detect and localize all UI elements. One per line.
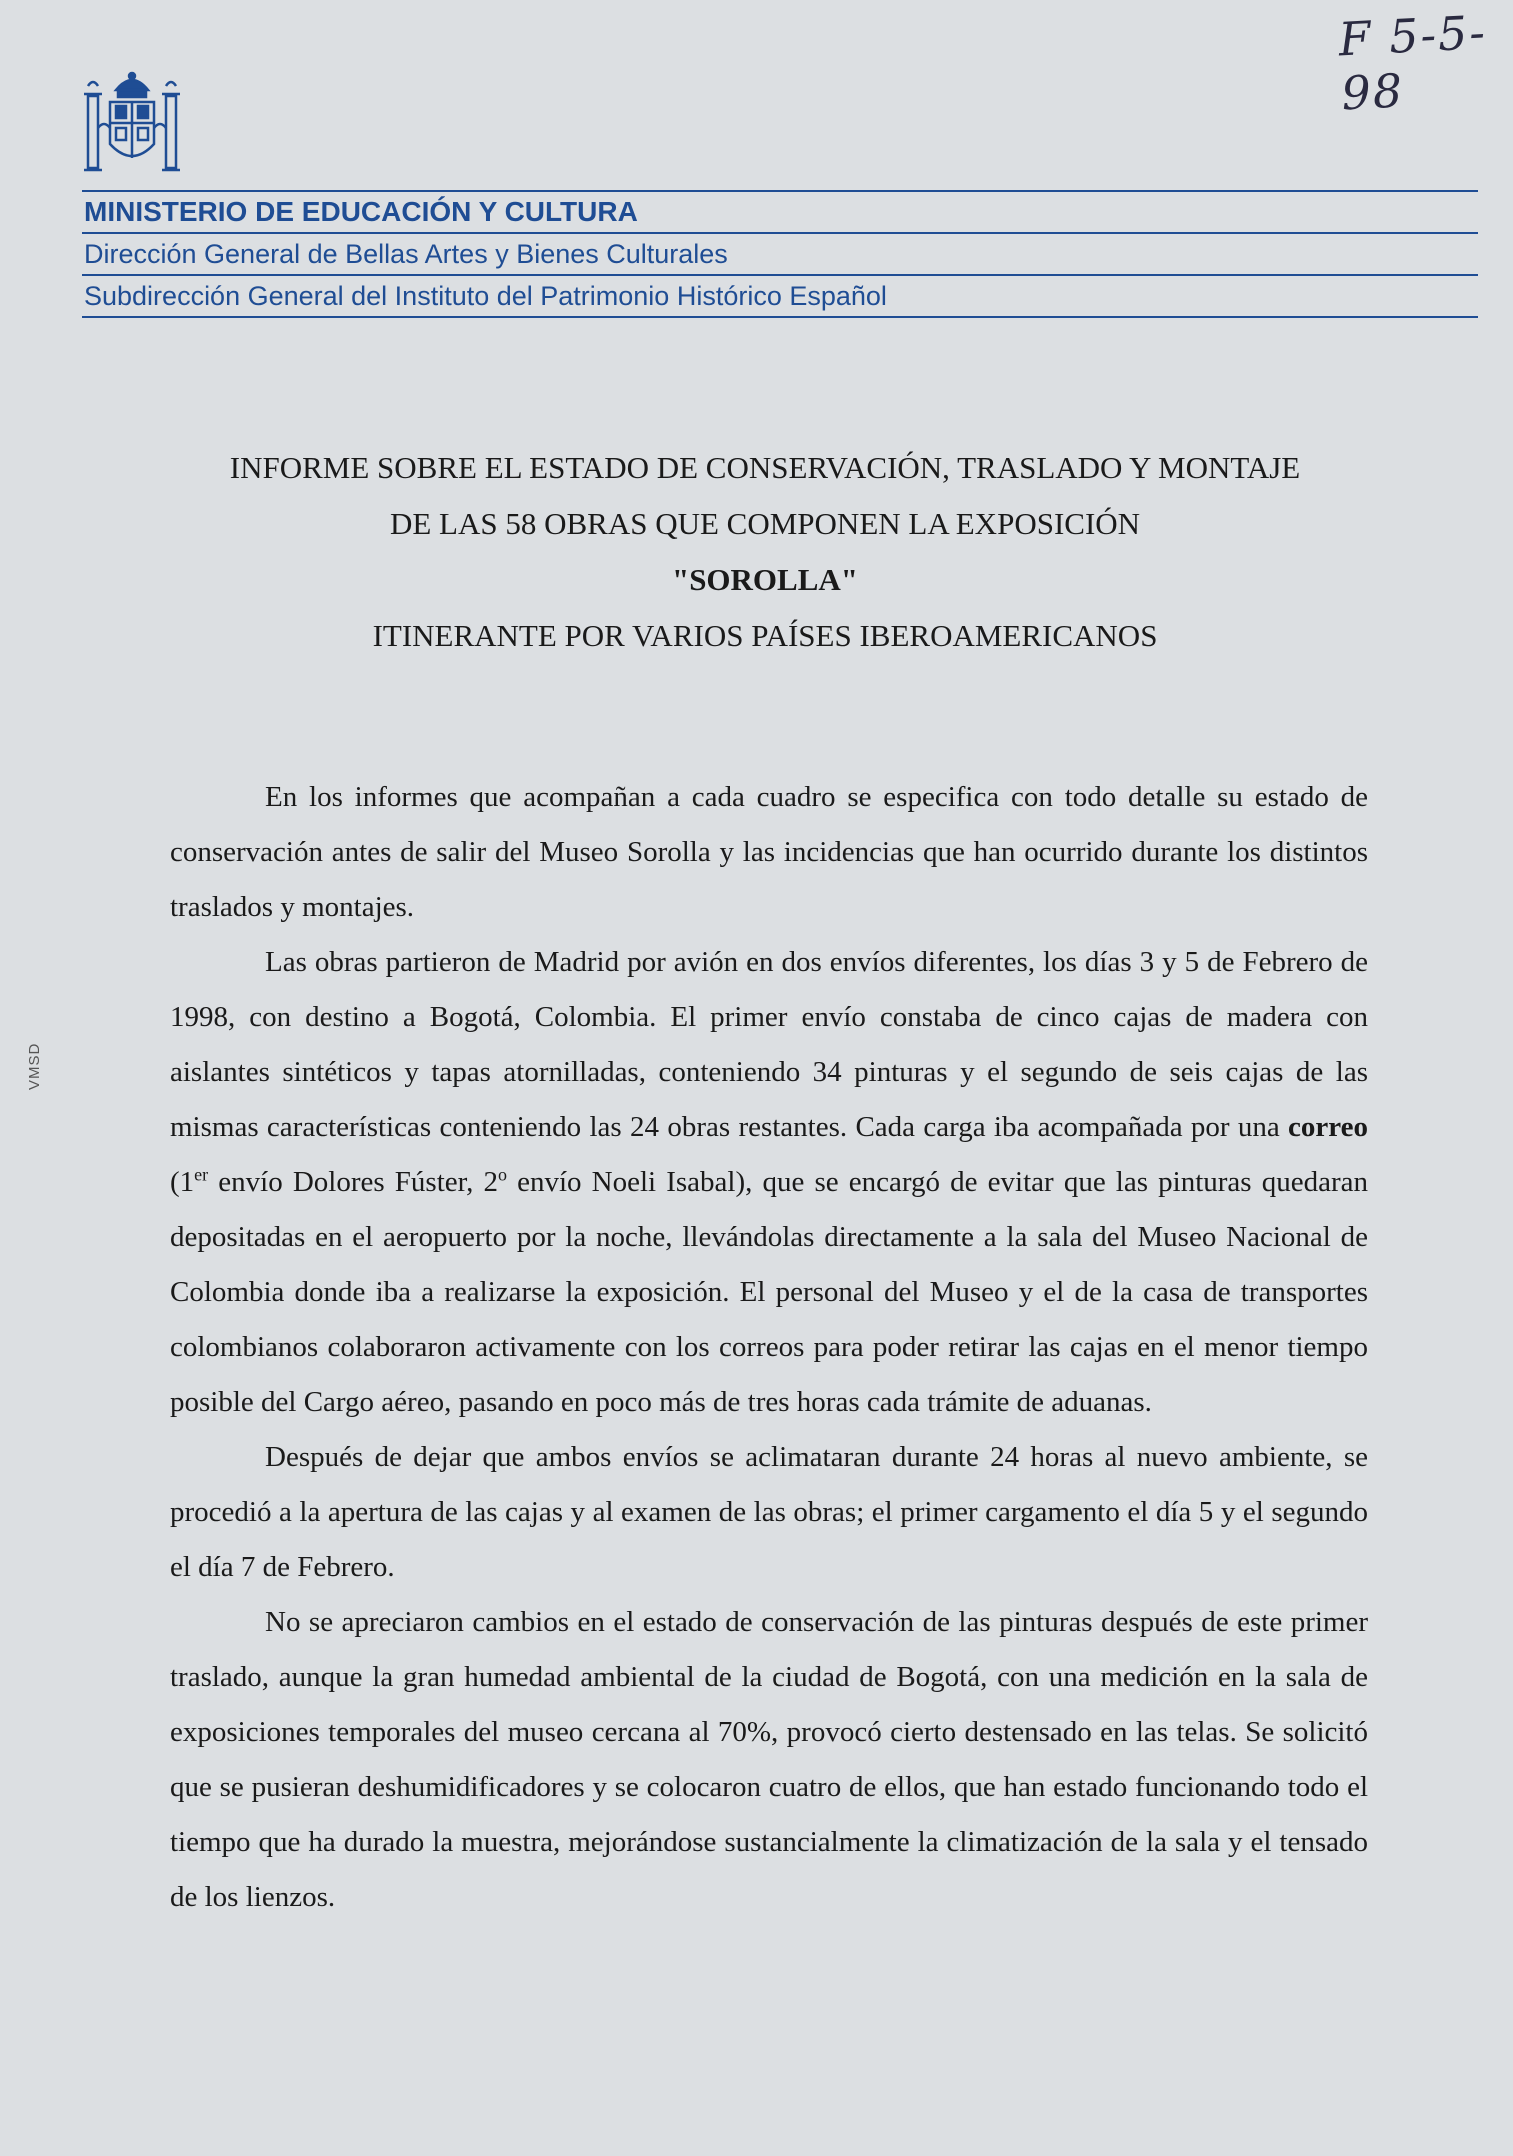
handwritten-note: F 5-5-98 [1337, 4, 1489, 121]
paragraph-2-text-b: (1 [170, 1166, 195, 1198]
title-line-2: DE LAS 58 OBRAS QUE COMPONEN LA EXPOSICIÓN [389, 506, 1141, 541]
letterhead [82, 190, 1478, 318]
directorate-name: Dirección General de Bellas Artes y Bienes Culturales [84, 239, 728, 269]
title-line-3: "SOROLLA" [671, 562, 858, 597]
side-stamp: VMSD [26, 1042, 43, 1090]
paragraph-2-sup-1: er [194, 1164, 209, 1185]
letterhead-rule [82, 316, 1478, 318]
paragraph-2 [170, 935, 1368, 1430]
paragraph-2-text-a: Las obras partieron de Madrid por avión en dos envíos diferentes, los días 3 y 5 de Febrero de 1998, con destino a Bogotá, Colombia. El primer envío constaba de cinco cajas de madera con aislantes sintéticos y tapas atornilladas, conteniendo 34 pinturas y el segundo de seis cajas de las mismas características conteniendo las 24 obras restantes. Cada carga iba acompañada por una [170, 946, 1368, 1143]
paragraph-3: Después de dejar que ambos envíos se aclimataran durante 24 horas al nuevo ambiente, se procedió a la apertura de las cajas y al examen de las obras; el primer cargamento el día 5 y el segundo el día 7 de Febrero. [170, 1441, 1368, 1583]
ministry-name: MINISTERIO DE EDUCACIÓN Y CULTURA [84, 196, 638, 227]
paragraph-1: En los informes que acompañan a cada cuadro se especifica con todo detalle su estado de conservación antes de salir del Museo Sorolla y las incidencias que han ocurrido durante los distintos traslados y montajes. [170, 781, 1368, 923]
report-body [170, 770, 1368, 1925]
coat-of-arms-icon [78, 68, 186, 183]
report-title [120, 440, 1410, 664]
title-line-1: INFORME SOBRE EL ESTADO DE CONSERVACIÓN, TRASLADO Y MONTAJE [229, 450, 1301, 485]
paragraph-2-text-c: envío Dolores Fúster, 2 [208, 1166, 498, 1198]
paragraph-4: No se apreciaron cambios en el estado de conservación de las pinturas después de este primer traslado, aunque la gran humedad ambiental de la ciudad de Bogotá, con una medición en la sala de exposiciones temporales del museo cercana al 70%, provocó cierto destensado en las telas. Se solicitó que se pusieran deshumidificadores y se colocaron cuatro de ellos, que han estado funcionando todo el tiempo que ha durado la muestra, mejorándose sustancialmente la climatización de la sala y el tensado de los lienzos. [170, 1606, 1368, 1913]
subdirectorate-name: Subdirección General del Instituto del Patrimonio Histórico Español [84, 281, 887, 311]
paragraph-2-sup-2: o [498, 1164, 507, 1185]
title-line-4: ITINERANTE POR VARIOS PAÍSES IBEROAMERICANOS [372, 618, 1158, 653]
paragraph-2-bold: correo [1288, 1111, 1368, 1143]
paragraph-2-text-d: envío Noeli Isabal), que se encargó de evitar que las pinturas quedaran depositadas en el aeropuerto por la noche, llevándolas directamente a la sala del Museo Nacional de Colombia donde iba a realizarse la exposición. El personal del Museo y el de la casa de transportes colombianos colaboraron activamente con los correos para poder retirar las cajas en el menor tiempo posible del Cargo aéreo, pasando en poco más de tres horas cada trámite de aduanas. [170, 1166, 1368, 1418]
